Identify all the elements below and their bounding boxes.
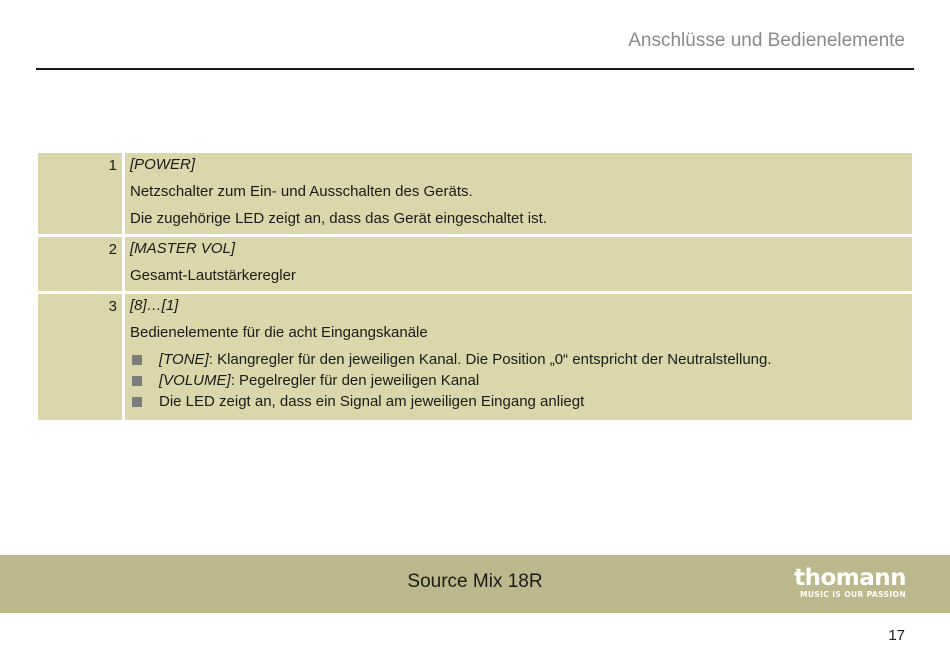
product-name: Source Mix 18R — [407, 571, 543, 592]
item-description — [125, 294, 912, 420]
page-number: 17 — [888, 627, 905, 644]
bullet-content — [159, 393, 584, 411]
item-number: 2 — [38, 237, 122, 291]
item-description — [125, 153, 912, 234]
square-bullet-icon — [132, 397, 142, 407]
table-row — [38, 153, 912, 234]
list-item — [130, 372, 912, 390]
item-text: Die zugehörige LED zeigt an, dass das Gerät eingeschaltet ist. — [130, 210, 547, 227]
bullet-content — [159, 372, 479, 390]
item-text: Bedienelemente für die acht Eingangskanäle — [130, 324, 428, 341]
item-title: [POWER] — [130, 156, 196, 173]
thomann-logo — [792, 566, 906, 599]
bullet-key: [VOLUME] — [159, 372, 231, 389]
bullet-text: Die LED zeigt an, dass ein Signal am jeweiligen Eingang anliegt — [159, 393, 585, 410]
footer-bar — [0, 555, 950, 613]
controls-table — [38, 153, 912, 423]
bullet-text: : Klangregler für den jeweiligen Kanal. Die Position „0“ entspricht der Neutralstellung. — [208, 351, 772, 368]
table-row — [38, 237, 912, 291]
logo-wordmark: thomann — [794, 565, 906, 591]
item-number: 1 — [38, 153, 122, 234]
item-description — [125, 237, 912, 291]
list-item — [130, 393, 912, 411]
table-row — [38, 294, 912, 420]
item-text: Netzschalter zum Ein- und Ausschalten des Geräts. — [130, 183, 473, 200]
bullet-content — [159, 351, 772, 369]
bullet-key: [TONE] — [159, 351, 209, 368]
item-number: 3 — [38, 294, 122, 420]
item-title: [MASTER VOL] — [130, 240, 236, 257]
square-bullet-icon — [132, 355, 142, 365]
logo-tagline: MUSIC IS OUR PASSION — [799, 590, 906, 599]
item-text: Gesamt-Lautstärkeregler — [130, 267, 296, 284]
bullet-list — [130, 351, 912, 411]
square-bullet-icon — [132, 376, 142, 386]
section-title: Anschlüsse und Bedienelemente — [628, 30, 905, 51]
bullet-text: : Pegelregler für den jeweiligen Kanal — [230, 372, 480, 389]
item-title: [8]…[1] — [130, 297, 179, 314]
header-divider — [36, 68, 914, 70]
list-item — [130, 351, 912, 369]
